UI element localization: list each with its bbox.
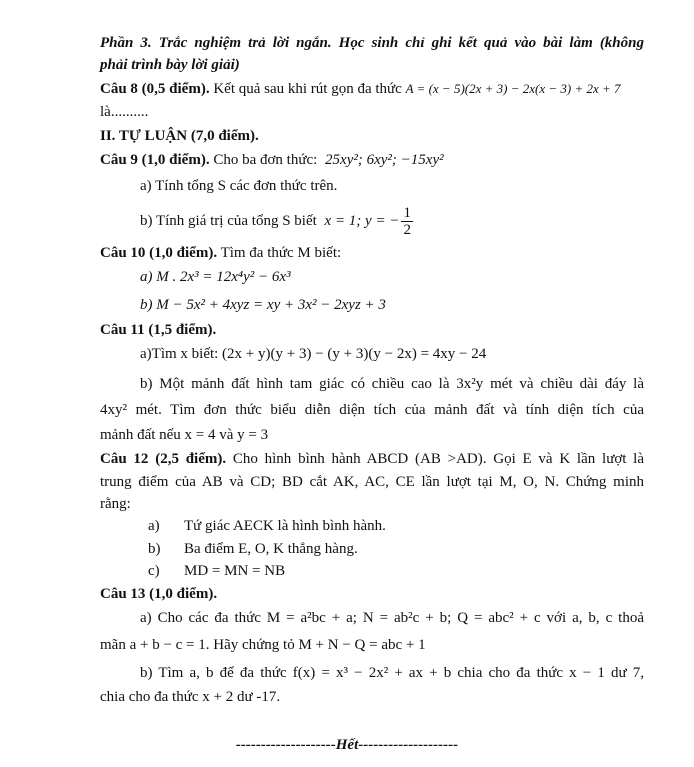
q10-part-a: a) M . 2x³ = 12x⁴y² − 6x³ bbox=[140, 269, 291, 285]
q9-line bbox=[100, 151, 444, 169]
q13-part-b-line1: b) Tìm a, b để đa thức f(x) = x³ − 2x² + ax + b chia cho đa thức x − 1 dư 7, bbox=[140, 665, 644, 681]
q11-part-b-line2: 4xy² mét. Tìm đơn thức biểu diễn diện tích của mảnh đất và tính diện tích của bbox=[100, 402, 644, 418]
q12-label: Câu 12 (2,5 điểm). bbox=[100, 451, 227, 467]
q10-part-b: b) M − 5x² + 4xyz = xy + 3x² − 2xyz + 3 bbox=[140, 297, 386, 313]
part3-heading-line1: Phần 3. Trắc nghiệm trả lời ngắn. Học sinh chỉ ghi kết quả vào bài làm (không bbox=[100, 35, 644, 51]
q8-expression: A = (x − 5)(2x + 3) − 2x(x − 3) + 2x + 7 bbox=[405, 81, 621, 96]
q10-label: Câu 10 (1,0 điểm). bbox=[100, 245, 218, 261]
q9-label: Câu 9 (1,0 điểm). bbox=[100, 152, 210, 168]
q9-text: Cho ba đơn thức: bbox=[213, 152, 318, 168]
q9-fraction bbox=[401, 205, 413, 238]
q8-label: Câu 8 (0,5 điểm). bbox=[100, 81, 210, 97]
q12-text-line1: Cho hình bình hành ABCD (AB >AD). Gọi E và K lần lượt là bbox=[232, 451, 645, 467]
q10-line bbox=[100, 244, 341, 262]
q11-label: Câu 11 (1,5 điểm). bbox=[100, 322, 217, 338]
q9-part-b-text: b) Tính giá trị của tổng S biết bbox=[140, 213, 317, 229]
q12-item-c bbox=[148, 562, 285, 580]
q8-text: Kết quả sau khi rút gọn đa thức bbox=[213, 81, 402, 97]
q9-monomials: 25xy²; 6xy²; −15xy² bbox=[325, 152, 444, 168]
q8-line bbox=[100, 80, 621, 98]
q11-part-b-line1: b) Một mảnh đất hình tam giác có chiều cao là 3x²y mét và chiều dài đáy là bbox=[140, 376, 644, 392]
q12-item-b bbox=[148, 540, 358, 558]
q9-fraction-denominator: 2 bbox=[403, 222, 411, 239]
q9-part-b bbox=[140, 203, 413, 239]
q8-answer: là.......... bbox=[100, 104, 149, 120]
q13-label: Câu 13 (1,0 điểm). bbox=[100, 586, 218, 602]
q12-item-c-text: MD = MN = NB bbox=[184, 563, 286, 579]
q12-item-c-marker: c) bbox=[148, 563, 160, 579]
q13-part-a-line1: a) Cho các đa thức M = a²bc + a; N = ab²c + b; Q = abc² + c với a, b, c thoả bbox=[140, 610, 644, 626]
q9-part-b-condition: x = 1; y = − bbox=[324, 213, 400, 229]
q12-item-a bbox=[148, 517, 386, 535]
q12-item-a-text: Tứ giác AECK là hình bình hành. bbox=[184, 518, 386, 534]
q9-fraction-numerator: 1 bbox=[403, 205, 411, 222]
part2-heading: II. TỰ LUẬN (7,0 điểm). bbox=[100, 128, 259, 144]
q12-item-b-marker: b) bbox=[148, 541, 161, 557]
part3-heading-line2: phải trình bày lời giải) bbox=[100, 57, 240, 73]
q11-part-a: a)Tìm x biết: (2x + y)(y + 3) − (y + 3)(y − 2x) = 4xy − 24 bbox=[140, 346, 487, 362]
q13-part-b-line2: chia cho đa thức x + 2 dư -17. bbox=[100, 689, 281, 705]
q12-line3: rằng: bbox=[100, 496, 131, 512]
q12-item-a-marker: a) bbox=[148, 518, 160, 534]
end-marker: --------------------Hết-------------------- bbox=[235, 737, 459, 753]
q9-part-a: a) Tính tổng S các đơn thức trên. bbox=[140, 178, 338, 194]
q11-part-b-line3: mảnh đất nếu x = 4 và y = 3 bbox=[100, 427, 269, 443]
q12-item-b-text: Ba điểm E, O, K thẳng hàng. bbox=[184, 541, 358, 557]
q10-text: Tìm đa thức M biết: bbox=[220, 245, 342, 261]
q12-line2: trung điểm của AB và CD; BD cắt AK, AC, CE lần lượt tại M, O, N. Chứng minh bbox=[100, 474, 644, 490]
q13-part-a-line2: mãn a + b − c = 1. Hãy chứng tỏ M + N − Q = abc + 1 bbox=[100, 637, 426, 653]
q12-line1 bbox=[100, 450, 644, 468]
